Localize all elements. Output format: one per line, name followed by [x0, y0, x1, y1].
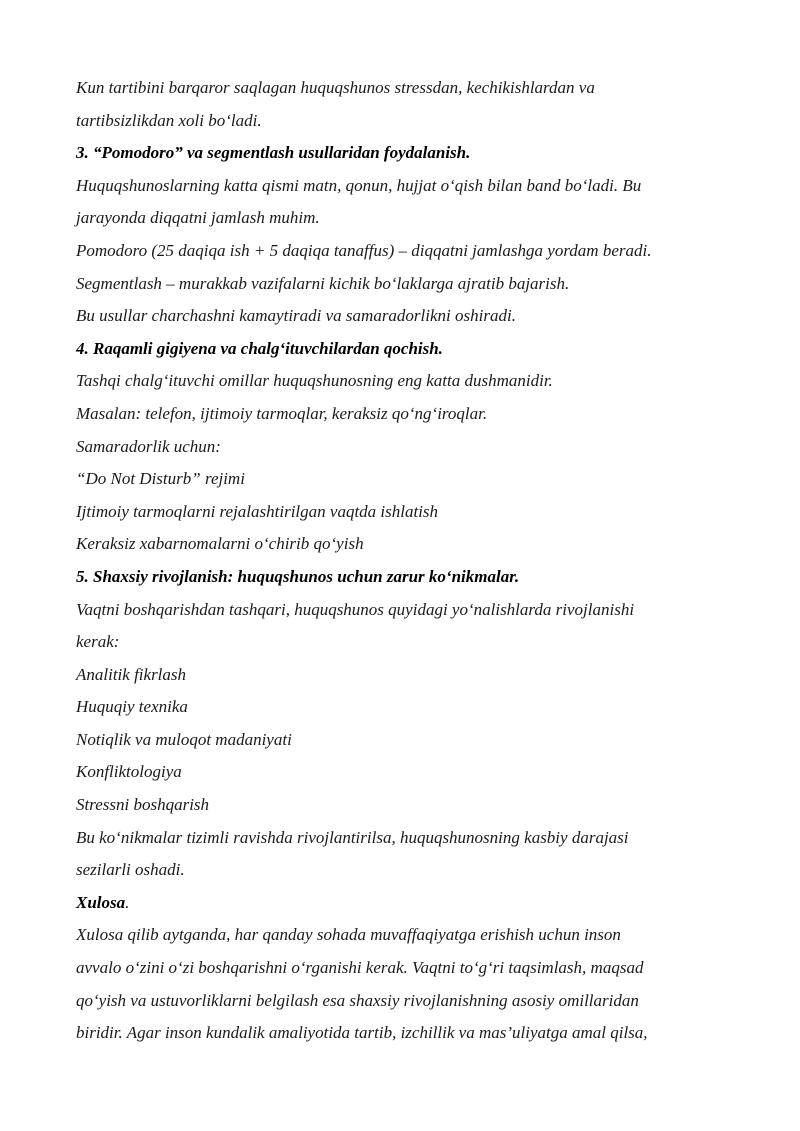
body-line: Segmentlash – murakkab vazifalarni kichik bo‘laklarga ajratib bajarish.	[76, 273, 570, 293]
body-line: jarayonda diqqatni jamlash muhim.	[76, 208, 320, 228]
body-line: Huquqshunoslarning katta qismi matn, qonun, hujjat o‘qish bilan band bo‘ladi. Bu	[76, 175, 642, 195]
list-item: Konfliktologiya	[76, 762, 182, 782]
conclusion-heading	[76, 887, 726, 920]
list-item: Notiqlik va muloqot madaniyati	[76, 729, 292, 749]
body-line: Pomodoro (25 daqiqa ish + 5 daqiqa tanaffus) – diqqatni jamlashga yordam beradi.	[76, 240, 652, 260]
list-item: Ijtimoiy tarmoqlarni rejalashtirilgan vaqtda ishlatish	[76, 501, 439, 521]
section-heading-5: 5. Shaxsiy rivojlanish: huquqshunos uchun zarur ko‘nikmalar.	[76, 566, 520, 586]
body-line: Masalan: telefon, ijtimoiy tarmoqlar, keraksiz qo‘ng‘iroqlar.	[76, 403, 488, 423]
body-line: Samaradorlik uchun:	[76, 436, 221, 456]
body-line: biridir. Agar inson kundalik amaliyotida tartib, izchillik va mas’uliyatga amal qilsa,	[76, 1023, 648, 1043]
section-heading-4: 4. Raqamli gigiyena va chalg‘ituvchilardan qochish.	[76, 338, 443, 358]
list-item: Huquqiy texnika	[76, 697, 188, 717]
body-line: tartibsizlikdan xoli bo‘ladi.	[76, 110, 262, 130]
conclusion-heading-text: Xulosa	[76, 892, 126, 912]
list-item: Keraksiz xabarnomalarni o‘chirib qo‘yish	[76, 534, 364, 554]
section-heading-3: 3. “Pomodoro” va segmentlash usullaridan foydalanish.	[76, 143, 471, 163]
body-line: Xulosa qilib aytganda, har qanday sohada muvaffaqiyatga erishish uchun inson	[76, 925, 621, 945]
body-line: sezilarli oshadi.	[76, 860, 185, 880]
list-item: Stressni boshqarish	[76, 795, 210, 815]
conclusion-heading-dot: .	[125, 892, 130, 912]
body-line: Vaqtni boshqarishdan tashqari, huquqshunos quyidagi yo‘nalishlarda rivojlanishi	[76, 599, 635, 619]
body-line: Tashqi chalg‘ituvchi omillar huquqshunosning eng katta dushmanidir.	[76, 371, 553, 391]
body-line: Kun tartibini barqaror saqlagan huquqshunos stressdan, kechikishlardan va	[76, 78, 595, 97]
body-line: Bu ko‘nikmalar tizimli ravishda rivojlantirilsa, huquqshunosning kasbiy darajasi	[76, 827, 629, 847]
list-item: “Do Not Disturb” rejimi	[76, 469, 245, 489]
document-page	[76, 72, 726, 1050]
body-line: Bu usullar charchashni kamaytiradi va samaradorlikni oshiradi.	[76, 306, 516, 326]
body-line: qo‘yish va ustuvorliklarni belgilash esa shaxsiy rivojlanishning asosiy omillaridan	[76, 990, 639, 1010]
list-item: Analitik fikrlash	[76, 664, 187, 684]
body-line: kerak:	[76, 632, 120, 652]
body-line: avvalo o‘zini o‘zi boshqarishni o‘rganishi kerak. Vaqtni to‘g‘ri taqsimlash, maqsad	[76, 958, 644, 978]
